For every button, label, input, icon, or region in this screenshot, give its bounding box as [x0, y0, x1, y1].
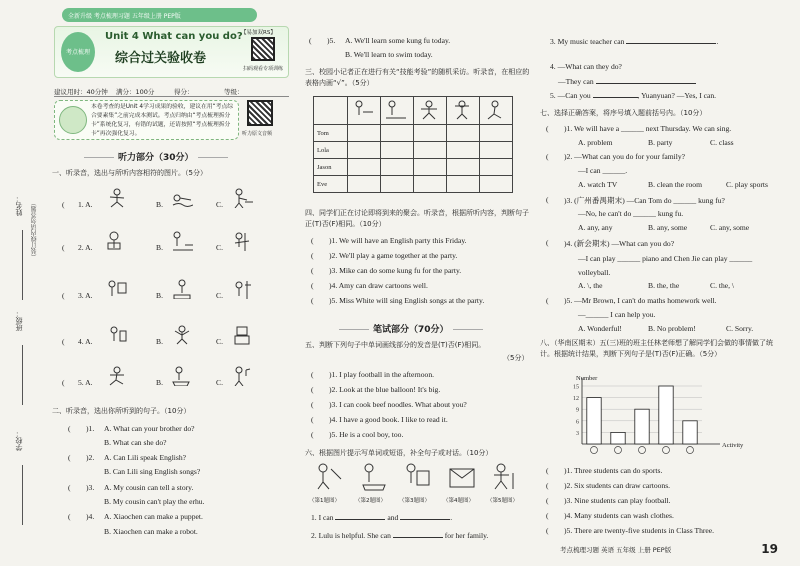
- s8-title: 八、（华南区期末）五(三)班的班主任林老师想了解同学们会做的事情做了统计。根据统计结果，判断下列句子是(T)否(F)正确。（5分）: [540, 339, 773, 358]
- name-line: [22, 230, 23, 300]
- listening-title: 听力部分（30分）: [80, 150, 232, 163]
- basketball-figure-icon: [231, 279, 253, 299]
- y-tick-label: 3: [576, 430, 579, 437]
- erhu-figure-icon: [231, 231, 253, 251]
- survey-row: Eve: [314, 176, 513, 193]
- pingpong-icon: [384, 100, 410, 120]
- s6-picture-3-icon: [403, 463, 433, 491]
- s1-title: 一、听录音，选出与所听内容相符的图片。（5分）: [52, 169, 207, 177]
- painting-figure-icon: [106, 279, 128, 299]
- binding-note: （装订线内请勿答题）: [31, 200, 38, 260]
- school-label: 学校：: [15, 430, 23, 451]
- sing-icon: [687, 447, 694, 454]
- time-label: 建议用时：40分钟: [54, 88, 108, 96]
- x-axis-title: Activity: [722, 442, 744, 449]
- ball-icon: [663, 447, 670, 454]
- bar-ball: [659, 386, 673, 444]
- dancing-icon: [450, 100, 476, 120]
- skill-icon-cell: [348, 97, 381, 125]
- footer-text: 考点梳理习题 英语 五年级 上册 PEP版: [560, 546, 672, 554]
- s6-title: 六、根据图片提示写单词或短语，补全句子或对话。（10分）: [305, 449, 493, 457]
- unit-title: Unit 4 What can you do?: [105, 31, 243, 42]
- s2-option-a: A. We'll learn some kung fu today.: [345, 36, 451, 45]
- mascot-icon: [59, 106, 87, 134]
- bar-sing: [683, 421, 697, 444]
- s6-picture-4-icon: [447, 463, 477, 491]
- answer-blank[interactable]: [593, 90, 638, 98]
- s6-q3: 3. My music teacher can .: [550, 37, 719, 46]
- activity-bar-chart: [560, 372, 760, 456]
- survey-row: Tom: [314, 125, 513, 142]
- s1-item-number-text: 1: [78, 200, 82, 209]
- s6-picture-2-icon: [359, 463, 389, 491]
- s2-option-a: A. What can your brother do?: [104, 424, 195, 433]
- robot-figure-icon: [231, 325, 253, 345]
- brand-logo: 考点梳理: [61, 32, 95, 72]
- s6-picture-1-icon: [313, 463, 343, 491]
- s3-title: 三、校园小记者正在进行有关“技能考验”的随机采访。听录音，在相应的表格内画“√”。（5分）: [305, 68, 530, 87]
- qr-code-2-icon[interactable]: [247, 100, 273, 126]
- running-figure-icon: [106, 366, 128, 386]
- info-bar: [54, 86, 289, 97]
- s5-points: （5分）: [503, 354, 529, 362]
- s6-q2: 2. Lulu is helpful. She can for her family.: [311, 531, 489, 540]
- class-label: 班级：: [15, 310, 23, 331]
- top-banner: 全新升级 考点梳理习题 五年级上册 PEP版: [62, 8, 257, 22]
- s1-item-number: 1. A.: [78, 200, 93, 209]
- score-label: 得分：: [174, 88, 194, 96]
- column-middle: ( )5. A. We'll learn some kung fu today. B. We'll learn to swim today. 三、校园小记者正在进行有关“技能考验”的随机采访。听录音，在相应的表格内画“√”。（5分） Tom Lola Jason Eve 四、同学们正在讨论即将到来的聚会。听录音，根据所听内容，判断句子正(T)否(F)相同。（10分） ( )1. We will have an English party this Friday. ( )2. We'll play a game together at the party. ( )3. Mike can do some kung fu for the party. ( )4. Amy can draw cartoons well. ( )5. Miss White will sing English songs at the party. 笔试部分（70分） 五、判断下列句子中单词画线部分的发音是(T)否(F)相同。 （5分） ( )1. I play football in the afternoon. ( )2. Look at the blue balloon! It's big. ( )3. I can cook beef noodles. What about you? ( )4. I have a good book. I like to read it. ( )5. He is a cool boy, too. 六、根据图片提示写单词或短语，补全句子或对话。（10分） （第1题图） （第2题图） （第3题图） （第4题图） （第5题图） 1. I can and . 2. Lulu is helpful. She can for her family.: [305, 0, 535, 566]
- tip-text: 本卷考查的是Unit 4学习成果的验收，建议在用“考点综合要素集”之前完成本测试。考点归纳由“考点梳理拆分卡”系统化复习，有错的试题，还请按照“考点梳理拆分卡”再次强化复习。: [91, 104, 234, 137]
- puppet-figure-icon: [106, 325, 128, 345]
- s2-option-b: B. Can Lili sing English songs?: [104, 467, 201, 476]
- s6-q4b: —They can: [558, 76, 696, 86]
- answer-blank[interactable]: [400, 512, 450, 520]
- running-icon: [483, 100, 509, 120]
- s2-option-b: B. What can she do?: [104, 438, 167, 447]
- survey-table: [313, 96, 513, 193]
- swimming-figure-icon: [171, 188, 193, 208]
- s2-option-a: A. Can Lili speak English?: [104, 453, 187, 462]
- answer-blank[interactable]: [626, 36, 716, 44]
- column-left: 考点梳理 Unit 4 What can you do? 综合过关验收卷 【易加双RS】 扫码观看专项训练 建议用时：40分钟 满分：100分 得分： 等级： 本卷考查的是Unit 4学习成果的验收，建议在用“考点综合要素集”之前完成本测试。考点归纳由“考点梳理拆分卡”系统化复习，有错的试题，还请按照“考点梳理拆分卡”再次强化复习。 听力原文音频 听力部分（30分） 一、听录音，选出与所听内容相符的图片。（5分） ( 1. A. B. C. ( 2. A. B. C. ( 3. A. B. C. ( 4. A. B. C. ( 5. A. B. C. 二、听录音，选出你所听到的句子。（10分） ( )1. A. What can your brother do? B. What can she do? ( )2. A. Can Lili speak English? B. Can Lili sing English songs? ( )3. A. My cousin can tell a story. B. My cousin can't play the erhu. ( )4. A. Xiaochen can make a puppet. B. Xiaochen can make a robot.: [46, 0, 300, 566]
- football-icon: [615, 447, 622, 454]
- qr2-caption: 听力原文音频: [242, 131, 273, 137]
- header-box: [54, 26, 289, 78]
- y-tick-label: 12: [573, 396, 579, 403]
- bar-football: [611, 432, 625, 444]
- pingpong-figure-icon: [171, 231, 193, 251]
- kungfu-icon: [417, 100, 443, 120]
- answer-blank[interactable]: [596, 76, 696, 84]
- washing-figure-icon: [171, 366, 193, 386]
- draw-icon: [591, 447, 598, 454]
- reading-figure-icon: [106, 231, 128, 251]
- s6-q5: 5. —Can you , Yuanyuan? —Yes, I can.: [550, 91, 717, 100]
- answer-blank[interactable]: [393, 530, 443, 538]
- page-number: 19: [761, 542, 778, 556]
- dancing-figure-icon: [171, 325, 193, 345]
- y-tick-label: 9: [576, 407, 579, 414]
- cooking-icon: [351, 100, 377, 120]
- kungfu-figure-icon: [106, 188, 128, 208]
- answer-blank[interactable]: [335, 512, 385, 520]
- column-right: 3. My music teacher can . 4. —What can they do? —They can 5. —Can you , Yuanyuan? —Yes, I can. 七、选择正确答案，将序号填入题前括号内。（10分） ( )1. We will have a ______ next Thursday. We can sing. A. problem B. party C. class ( )2. —What can you do for your family? —I can ______. A. watch TV B. clean the room C. play sports ( )3. (广州番禺期末) —Can Tom do ______ kung fu? —No, he can't do ______ kung fu. A. any, any B. any, some C. any, some ( )4. (新会期末) —What can you do? —I can play ______ piano and Chen Jie can play ______ volleyball. A. \, the B. the, the C. the, \ ( )5. —Mr Brown, I can't do maths homework well. —______ I can help you. A. Wonderful! B. No problem! C. Sorry. 八、（华南区期末）五(三)班的班主任林老师想了解同学们会做的事情做了统计。根据统计结果，判断下列句子是(T)否(F)正确。（5分） 3 6 9 12 15 Number Activity ( )1. Three students can do sports. ( )2. Six students can draw cartoons. ( )3. Nine students can play football. ( )4. Many students can wash clothes. ( )5. There are twenty-five students in Class Three.: [540, 0, 780, 566]
- binding-margin: [0, 0, 44, 566]
- main-title: 综合过关验收卷: [115, 51, 207, 66]
- bar-clean: [635, 409, 649, 444]
- y-tick-label: 6: [576, 419, 579, 426]
- s2-title: 二、听录音，选出你所听到的句子。（10分）: [52, 407, 191, 415]
- s2-option-b: B. My cousin can't play the erhu.: [104, 497, 205, 506]
- cooking-figure-icon: [231, 188, 253, 208]
- singing-figure-icon: [231, 366, 253, 386]
- tip-box: [54, 100, 239, 140]
- s2-option-a: A. Xiaochen can make a puppet.: [104, 512, 203, 521]
- qr-caption: 扫码观看专项训练: [243, 66, 284, 72]
- s5-title: 五、判断下列句子中单词画线部分的发音是(T)否(F)相同。: [305, 341, 486, 349]
- s2-option-b: B. We'll learn to swim today.: [345, 50, 433, 59]
- y-tick-label: 15: [573, 384, 579, 391]
- s2-option-a: A. My cousin can tell a story.: [104, 483, 194, 492]
- small-badge: 【易加双RS】: [241, 30, 276, 36]
- bar-draw: [587, 398, 601, 444]
- full-score-label: 满分：100分: [116, 88, 155, 96]
- clean-icon: [639, 447, 646, 454]
- survey-row: Lola: [314, 142, 513, 159]
- survey-row: Jason: [314, 159, 513, 176]
- s6-picture-5-icon: [491, 463, 521, 491]
- s7-title: 七、选择正确答案，将序号填入题前括号内。（10分）: [540, 109, 707, 117]
- s2-option-b: B. Xiaochen can make a robot.: [104, 527, 198, 536]
- y-axis-title: Number: [576, 375, 598, 382]
- chess-figure-icon: [171, 279, 193, 299]
- writing-title: 笔试部分（70分）: [335, 322, 487, 335]
- grade-label: 等级：: [224, 88, 244, 96]
- class-line: [22, 345, 23, 405]
- s4-title: 四、同学们正在讨论即将到来的聚会。听录音，根据所听内容，判断句子正(T)否(F)相同。（10分）: [305, 209, 529, 228]
- school-line: [22, 465, 23, 525]
- s6-q1: 1. I can and .: [311, 513, 453, 522]
- qr-code-icon[interactable]: [251, 37, 275, 61]
- name-label: 姓名：: [15, 195, 23, 216]
